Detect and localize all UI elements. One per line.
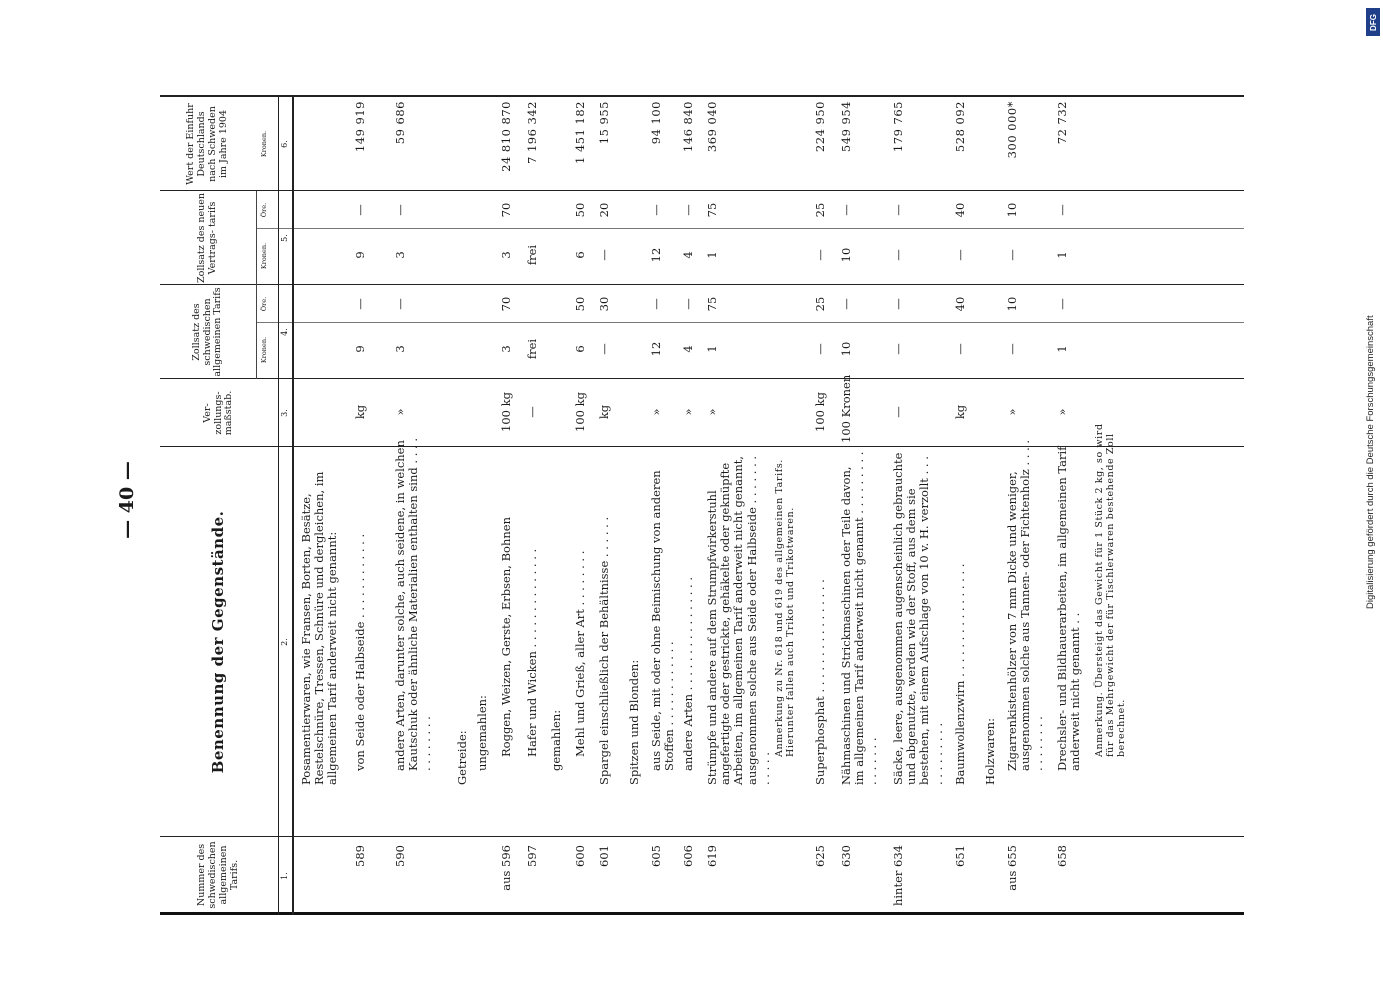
general-tariff-ore: 25 <box>813 296 827 312</box>
column-number: 2. <box>280 638 289 646</box>
item-designation: von Seide oder Halbseide . . . . . . . . . . . . <box>353 533 367 771</box>
import-value: 15 955 <box>597 101 611 145</box>
unit-of-duty: 100 kg <box>813 392 827 432</box>
treaty-tariff-ore: — <box>353 204 367 216</box>
tariff-number: 651 <box>953 845 967 867</box>
tariff-number: 597 <box>525 845 539 867</box>
unit-of-duty: kg <box>953 404 967 420</box>
import-value: 179 765 <box>891 101 905 153</box>
import-value: 369 040 <box>705 101 719 153</box>
item-designation: Baumwollenzwirn . . . . . . . . . . . . . . . . <box>953 563 967 785</box>
item-designation: Getreide: <box>455 730 469 785</box>
general-tariff-kronen: — <box>813 343 827 355</box>
general-tariff-kronen: 6 <box>573 345 587 353</box>
treaty-tariff-ore: 25 <box>813 202 827 218</box>
import-value: 59 686 <box>393 101 407 145</box>
unit-of-duty: » <box>1055 408 1069 416</box>
general-tariff-ore: — <box>891 298 905 310</box>
general-tariff-kronen: — <box>1005 343 1019 355</box>
tariff-table <box>160 95 1244 915</box>
treaty-tariff-ore: 40 <box>953 202 967 218</box>
tariff-number: 630 <box>839 845 853 867</box>
header-kronen: Kronen. <box>260 336 268 364</box>
general-tariff-kronen: 1 <box>1055 345 1069 353</box>
unit-of-duty: » <box>1005 408 1019 416</box>
treaty-tariff-kronen: — <box>1005 249 1019 261</box>
header-unit: Ver- zollungs- maßstab. <box>201 390 235 436</box>
import-value: 549 954 <box>839 101 853 153</box>
treaty-tariff-ore: — <box>649 204 663 216</box>
import-value: 224 950 <box>813 101 827 153</box>
general-tariff-kronen: 4 <box>681 345 695 353</box>
unit-of-duty: — <box>891 406 905 418</box>
treaty-tariff-kronen: 4 <box>681 251 695 259</box>
item-designation: Zigarrenkistenhölzer von 7 mm Dicke und weniger, ausgenommen solche aus Tannen- oder Fichtenholz . . . . . . . . . . . . <box>1005 439 1046 771</box>
header-sub-rule <box>256 191 257 379</box>
column-number: 6. <box>280 140 289 148</box>
treaty-tariff-kronen: 1 <box>1055 251 1069 259</box>
unit-of-duty: kg <box>597 404 611 420</box>
treaty-tariff-kronen: — <box>953 249 967 261</box>
header-kronen: Kronen. <box>260 242 268 270</box>
general-tariff-ore: — <box>393 298 407 310</box>
item-designation: Drechsler- und Bildhauerarbeiten, im allgemeinen Tarif anderweit nicht genannt . . <box>1055 446 1083 771</box>
general-tariff-ore: 50 <box>573 296 587 312</box>
unit-of-duty: » <box>649 408 663 416</box>
import-value: 300 000* <box>1005 101 1019 159</box>
treaty-tariff-ore: 10 <box>1005 202 1019 218</box>
general-tariff-kronen: — <box>953 343 967 355</box>
column-number-row <box>278 95 294 915</box>
general-tariff-kronen: — <box>891 343 905 355</box>
table-grid <box>160 95 1244 915</box>
unit-of-duty: 100 kg <box>573 392 587 432</box>
table-header <box>160 95 279 915</box>
treaty-tariff-kronen: 9 <box>353 251 367 259</box>
tariff-number: 601 <box>597 845 611 867</box>
unit-of-duty: 100 kg <box>499 392 513 432</box>
treaty-tariff-ore: 70 <box>499 202 513 218</box>
treaty-tariff-kronen: 6 <box>573 251 587 259</box>
tariff-number: 625 <box>813 845 827 867</box>
item-designation: Holzwaren: <box>983 718 997 785</box>
treaty-tariff-ore: — <box>681 204 695 216</box>
general-tariff-kronen: 3 <box>499 345 513 353</box>
general-tariff-ore: — <box>839 298 853 310</box>
header-designation: Benennung der Gegenstände. <box>209 510 228 774</box>
treaty-tariff-ore: — <box>393 204 407 216</box>
import-value: 24 810 870 <box>499 101 513 172</box>
general-tariff-kronen: — <box>597 343 611 355</box>
dfg-logo: DFG <box>1366 8 1380 36</box>
general-tariff-ore: — <box>681 298 695 310</box>
header-general-tariff: Zollsatz des schwedischen allgemeinen Tarifs <box>190 287 224 377</box>
unit-of-duty: — <box>525 406 539 418</box>
item-designation: andere Arten . . . . . . . . . . . . . . . . <box>681 576 695 771</box>
tariff-number: aus 596 <box>499 845 513 891</box>
header-number: Nummer des schwedischen allgemeinen Tarifs. <box>196 841 240 909</box>
attribution-text: Digitalisierung gefördert durch die Deutsche Forschungsgemeinschaft <box>1365 315 1376 609</box>
treaty-tariff-kronen: 10 <box>839 247 853 263</box>
treaty-tariff-kronen: frei <box>525 244 539 266</box>
tariff-number: hinter 634 <box>891 845 905 907</box>
general-tariff-ore: 40 <box>953 296 967 312</box>
tariff-number: 600 <box>573 845 587 867</box>
item-designation: Spitzen und Blonden: <box>627 659 641 785</box>
general-tariff-kronen: 12 <box>649 341 663 357</box>
item-designation: Mehl und Grieß, aller Art . . . . . . . . <box>573 550 587 757</box>
import-value: 7 196 342 <box>525 101 539 165</box>
column-number: 3. <box>280 409 289 417</box>
item-designation: Roggen, Weizen, Gerste, Erbsen, Bohnen <box>499 517 513 757</box>
tariff-number: 658 <box>1055 845 1069 867</box>
header-treaty-tariff: Zollsatz des neuen Vertrags- tarifs <box>196 193 218 283</box>
page-number: — 40 — <box>116 461 139 539</box>
item-designation: Anmerkung. Übersteigt das Gewicht für 1 Stück 2 kg, so wird für das Mehrgewicht der für Tischlerwaren bestehende Zoll berechnet. <box>1094 423 1127 757</box>
item-designation: andere Arten, darunter solche, auch seidene, in welchen Kautschuk oder ähnliche Materialien enthalten sind . . . . . . . . . . . . <box>393 437 434 771</box>
import-value: 1 451 182 <box>573 101 587 165</box>
unit-of-duty: kg <box>353 404 367 420</box>
general-tariff-ore: 10 <box>1005 296 1019 312</box>
tariff-number: aus 655 <box>1005 845 1019 891</box>
item-designation: Spargel einschließlich der Behältnisse . . . . . . <box>597 516 611 785</box>
tariff-number: 590 <box>393 845 407 867</box>
item-designation: aus Seide, mit oder ohne Beimischung von anderen Stoffen . . . . . . . . . . . . <box>649 470 677 771</box>
unit-of-duty: 100 Kronen <box>839 374 853 443</box>
import-value: 149 919 <box>353 101 367 153</box>
treaty-tariff-ore: — <box>891 204 905 216</box>
general-tariff-ore: — <box>353 298 367 310</box>
treaty-tariff-ore: 20 <box>597 202 611 218</box>
treaty-tariff-ore: 50 <box>573 202 587 218</box>
general-tariff-kronen: 10 <box>839 341 853 357</box>
tariff-number: 605 <box>649 845 663 867</box>
treaty-tariff-ore: — <box>839 204 853 216</box>
general-tariff-ore: — <box>649 298 663 310</box>
general-tariff-ore: — <box>1055 298 1069 310</box>
item-designation: Nähmaschinen und Strickmaschinen oder Teile davon, im allgemeinen Tarif anderweit nicht genannt . . . . . . . . . . . . . . . . <box>839 451 880 785</box>
column-number: 4. <box>280 328 289 336</box>
header-value: Wert der Einfuhr Deutschlands nach Schweden im Jahre 1904 <box>185 103 229 185</box>
treaty-tariff-kronen: 3 <box>499 251 513 259</box>
import-value: 146 840 <box>681 101 695 153</box>
item-designation: gemahlen: <box>549 709 563 771</box>
treaty-tariff-kronen: 3 <box>393 251 407 259</box>
general-tariff-kronen: frei <box>525 338 539 360</box>
column-number: 1. <box>280 872 289 880</box>
item-designation: Anmerkung zu Nr. 618 und 619 des allgemeinen Tarifs. Hierunter fallen auch Trikot und Trikotwaren. <box>774 459 796 757</box>
treaty-tariff-kronen: — <box>813 249 827 261</box>
treaty-tariff-kronen: — <box>597 249 611 261</box>
item-designation: Strümpfe und andere auf dem Strumpfwirkerstuhl angefertigte oder gestrickte, gehäkelte oder geknüpfte Arbeiten, im allgemeinen Tarif anderweit nicht genannt, ausgenommen solche aus Seide oder Halbseide . . . . . . . . . . . . <box>705 455 772 785</box>
treaty-tariff-ore: 75 <box>705 202 719 218</box>
unit-of-duty: » <box>393 408 407 416</box>
treaty-tariff-ore: — <box>1055 204 1069 216</box>
item-designation: Säcke, leere, ausgenommen augenscheinlich gebrauchte und abgenutzte, werden wie der Stoff, aus dem sie bestehen, mit einem Aufschlage von 10 v. H. verzollt . . . . . . . . . . . . <box>891 452 945 785</box>
header-ore: Öre. <box>260 202 268 218</box>
import-value: 72 732 <box>1055 101 1069 145</box>
general-tariff-ore: 30 <box>597 296 611 312</box>
treaty-tariff-kronen: 12 <box>649 247 663 263</box>
general-tariff-ore: 70 <box>499 296 513 312</box>
tariff-number: 619 <box>705 845 719 867</box>
unit-of-duty: » <box>681 408 695 416</box>
header-ore: Öre. <box>260 296 268 312</box>
general-tariff-ore: 75 <box>705 296 719 312</box>
table-body <box>294 95 1244 915</box>
general-tariff-kronen: 9 <box>353 345 367 353</box>
treaty-tariff-kronen: — <box>891 249 905 261</box>
tariff-number: 606 <box>681 845 695 867</box>
general-tariff-kronen: 1 <box>705 345 719 353</box>
unit-of-duty: » <box>705 408 719 416</box>
header-value-unit: Kronen. <box>260 130 268 158</box>
tariff-number: 589 <box>353 845 367 867</box>
item-designation: Posamentierwaren, wie Fransen, Borten, Besätze, Restelschnüre, Tressen, Schnüre und dergleichen, im allgemeinen Tarif anderweit nicht genannt: <box>299 471 340 785</box>
column-number: 5. <box>280 234 289 242</box>
treaty-tariff-kronen: 1 <box>705 251 719 259</box>
import-value: 528 092 <box>953 101 967 153</box>
general-tariff-kronen: 3 <box>393 345 407 353</box>
import-value: 94 100 <box>649 101 663 145</box>
item-designation: Superphosphat . . . . . . . . . . . . . . . . <box>813 579 827 785</box>
item-designation: Hafer und Wicken . . . . . . . . . . . . . . <box>525 548 539 757</box>
item-designation: ungemahlen: <box>475 695 489 771</box>
